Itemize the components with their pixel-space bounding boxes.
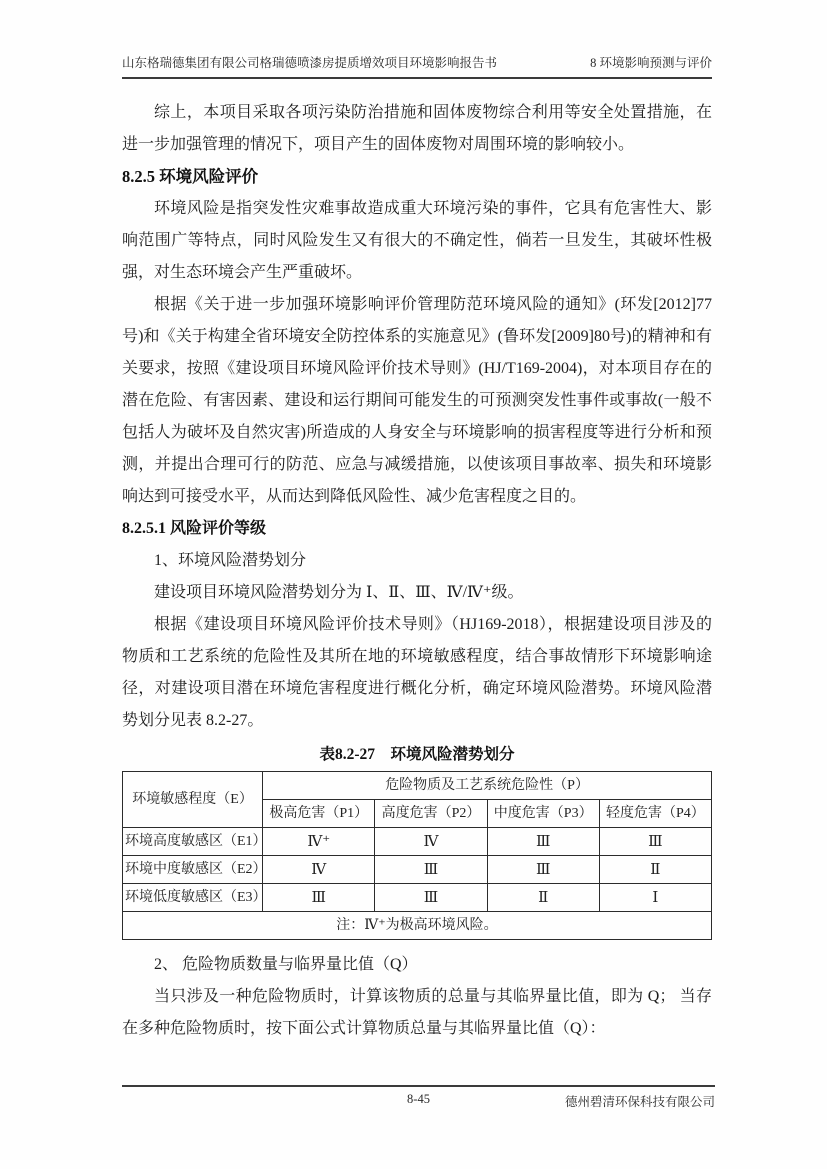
heading-8-2-5-1: 8.2.5.1 风险评价等级 [122,520,267,537]
cell-e1-p1: Ⅳ⁺ [263,828,375,856]
table-row-e2 [123,856,712,884]
paragraph-risk-definition: 环境风险是指突发性灾难事故造成重大环境污染的事件，它具有危害性大、影响范围广等特点，同时风险发生又有很大的不确定性，倘若一旦发生，其破坏性极强，对生态环境会产生严重破坏。 [122,200,712,281]
table-header-row-group [123,772,712,800]
page-header [122,55,712,72]
cell-e2-p3: Ⅲ [487,856,599,884]
table-note-row [123,912,712,940]
heading-8-2-5: 8.2.5 环境风险评价 [122,167,259,186]
cell-e3-p1: Ⅲ [263,884,375,912]
cell-e3-p4: Ⅰ [599,884,711,912]
table-row-e3 [123,884,712,912]
row-label-e1: 环境高度敏感区（E1） [123,828,263,856]
paragraph-evaluation-basis: 根据《关于进一步加强环境影响评价管理防范环境风险的通知》(环发[2012]77 号)和《关于构建全省环境安全防控体系的实施意见》(鲁环发[2009]80号)的精神和有关要求，按照《建设项目环境风险评价技术导则》(HJ/T169-2004)，对本项目存在的潜在危险、有害因素、建设和运行期间可能发生的可预测突发性事件或事故(一般不包括人为破坏及自然灾害)所造成的人身安全与环境影响的损害程度等进行分析和预测，并提出合理可行的防范、应急与减缓措施，以使该项目事故率、损失和环境影响达到可接受水平，从而达到降低风险性、减少危害程度之目的。 [122,296,712,505]
table-corner-header: 环境敏感程度（E） [123,772,263,828]
col-header-p2: 高度危害（P2） [375,800,487,828]
cell-e1-p3: Ⅲ [487,828,599,856]
col-header-p4: 轻度危害（P4） [599,800,711,828]
footer-company-name: 德州碧清环保科技有限公司 [564,1095,715,1109]
col-header-p3: 中度危害（P3） [487,800,599,828]
list-item-1-risk-potential: 1、环境风险潜势划分 [154,552,307,569]
table-caption: 表8.2-27 环境风险潜势划分 [319,746,515,763]
risk-potential-table [122,771,712,940]
header-left-title: 山东格瑞德集团有限公司格瑞德喷漆房提质增效项目环境影响报告书 [122,56,498,70]
cell-e2-p4: Ⅱ [599,856,711,884]
cell-e3-p3: Ⅱ [487,884,599,912]
paragraph-solid-waste-summary: 综上，本项目采取各项污染防治措施和固体废物综合利用等安全处置措施，在进一步加强管理的情况下，项目产生的固体废物对周围环境的影响较小。 [122,104,712,153]
header-rule [122,77,712,79]
cell-e2-p1: Ⅳ [263,856,375,884]
table-row-e1 [123,828,712,856]
cell-e2-p2: Ⅲ [375,856,487,884]
cell-e1-p2: Ⅳ [375,828,487,856]
list-item-2-q-ratio: 2、 危险物质数量与临界量比值（Q） [154,956,418,973]
page-footer [122,1085,715,1117]
paragraph-analysis-method: 根据《建设项目环境风险评价技术导则》（HJ169-2018），根据建设项目涉及的物质和工艺系统的危险性及其所在地的环境敏感程度，结合事故情形下环境影响途径，对建设项目潜在环境危害程度进行概化分析，确定环境风险潜势。环境风险潜势划分见表 8.2-27。 [122,616,712,729]
page-content [122,97,712,1045]
paragraph-q-ratio-explanation: 当只涉及一种危险物质时，计算该物质的总量与其临界量比值，即为 Q； 当存在多种危险物质时，按下面公式计算物质总量与其临界量比值（Q）： [122,988,712,1037]
page-number: 8-45 [407,1092,430,1106]
table-group-header: 危险物质及工艺系统危险性（P） [263,772,712,800]
row-label-e3: 环境低度敏感区（E3） [123,884,263,912]
col-header-p1: 极高危害（P1） [263,800,375,828]
header-right-title: 8 环境影响预测与评价 [590,56,712,70]
cell-e1-p4: Ⅲ [599,828,711,856]
cell-e3-p2: Ⅲ [375,884,487,912]
row-label-e2: 环境中度敏感区（E2） [123,856,263,884]
table-note: 注：Ⅳ⁺为极高环境风险。 [123,912,712,940]
paragraph-potential-levels: 建设项目环境风险潜势划分为 Ⅰ、Ⅱ、Ⅲ、Ⅳ/Ⅳ⁺级。 [154,584,524,601]
